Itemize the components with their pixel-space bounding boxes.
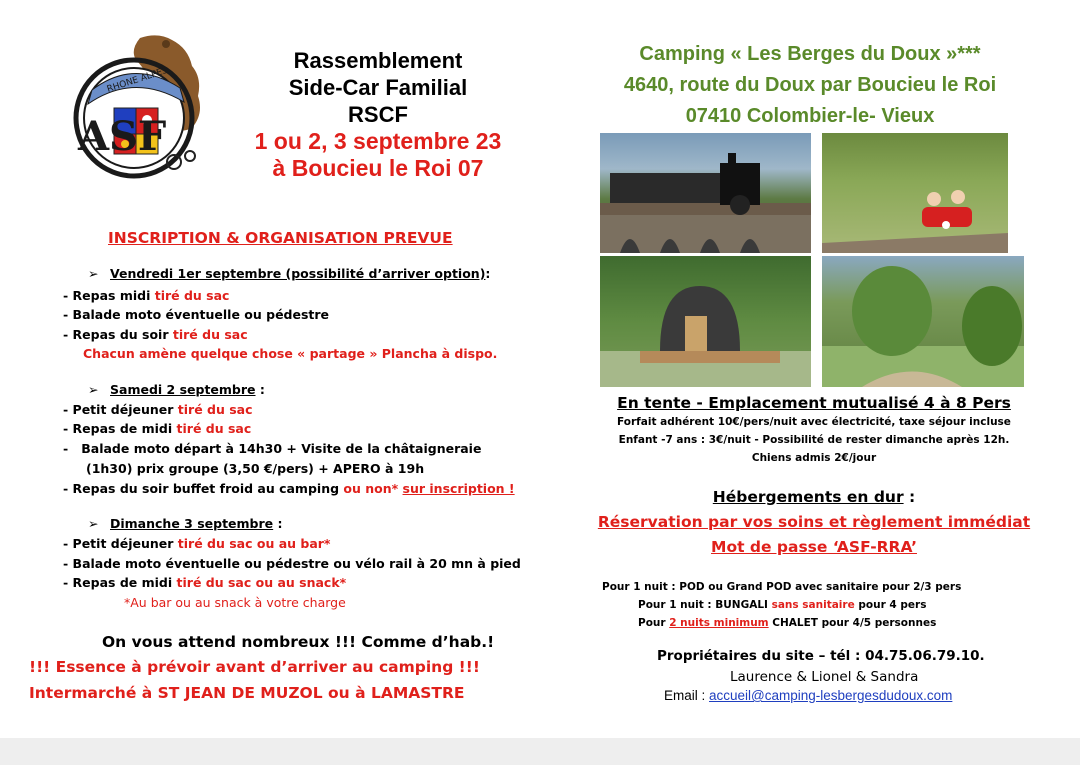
friday-note: Chacun amène quelque chose « partage » Plancha à dispo. (83, 346, 498, 361)
saturday-item-1: - Petit déjeuner tiré du sac (63, 402, 253, 417)
logo-letters: ASF (78, 113, 167, 160)
bottom-strip (0, 738, 1080, 765)
friday-heading: ➢ Vendredi 1er septembre (possibilité d’arriver option): (88, 266, 491, 281)
closing-text: On vous attend nombreux !!! Comme d’hab.! (102, 633, 495, 651)
friday-item-3: - Repas du soir tiré du sac (63, 327, 248, 342)
photo-pod (600, 256, 811, 387)
saturday-heading: ➢ Samedi 2 septembre : (88, 382, 265, 397)
fuel-warning: !!! Essence à prévoir avant d’arriver au camping !!! (29, 658, 480, 676)
sunday-item-2: - Balade moto éventuelle ou pédestre ou vélo rail à 20 mn à pied (63, 556, 521, 571)
program-heading: INSCRIPTION & ORGANISATION PREVUE (108, 229, 453, 247)
logo-arc-text: RHONE ALPES (105, 65, 170, 95)
sunday-title: Dimanche 3 septembre (110, 516, 274, 531)
photo-campsite (822, 256, 1024, 387)
owners-names: Laurence & Lionel & Sandra (730, 669, 919, 685)
option-2: Pour 1 nuit : BUNGALI sans sanitaire pour 4 pers (638, 599, 927, 611)
sunday-heading: ➢ Dimanche 3 septembre : (88, 516, 283, 531)
photo-velo-rail (822, 133, 1008, 253)
option-3: Pour 2 nuits minimum CHALET pour 4/5 personnes (638, 617, 937, 629)
camping-address: 4640, route du Doux par Boucieu le Roi (623, 74, 997, 96)
tent-line3: Chiens admis 2€/jour (751, 452, 877, 464)
event-dates: 1 ou 2, 3 septembre 23 (254, 128, 502, 154)
email-line: Email : accueil@camping-lesbergesdudoux.com (664, 688, 953, 703)
event-title-line3: RSCF (348, 102, 408, 127)
option-1: Pour 1 nuit : POD ou Grand POD avec sanitaire pour 2/3 pers (602, 581, 962, 593)
friday-item-2: - Balade moto éventuelle ou pédestre (63, 307, 330, 322)
arrow-bullet-icon: ➢ (88, 266, 99, 281)
event-title-line2: Side-Car Familial (288, 75, 468, 100)
friday-title: Vendredi 1er septembre (possibilité d’arriver option) (110, 266, 486, 281)
tent-line2: Enfant -7 ans : 3€/nuit - Possibilité de rester dimanche après 12h. (618, 434, 1010, 446)
sunday-item-3: - Repas de midi tiré du sac ou au snack* (63, 575, 347, 590)
saturday-item-2: - Repas de midi tiré du sac (63, 421, 252, 436)
hard-heading: Hébergements en dur : (712, 488, 916, 506)
tent-line1: Forfait adhérent 10€/pers/nuit avec électricité, taxe séjour incluse (617, 416, 1011, 428)
owners-phone: Propriétaires du site – tél : 04.75.06.79.10. (657, 648, 985, 664)
fuel-places: Intermarché à ST JEAN DE MUZOL ou à LAMASTRE (29, 684, 465, 702)
saturday-balade-2: (1h30) prix groupe (3,50 €/pers) + APERO à 19h (86, 461, 425, 476)
email-link[interactable]: accueil@camping-lesbergesdudoux.com (709, 688, 953, 703)
reservation-text: Réservation par vos soins et règlement immédiat (597, 513, 1031, 531)
saturday-title: Samedi 2 septembre (110, 382, 256, 397)
friday-item-1: - Repas midi tiré du sac (63, 288, 230, 303)
saturday-balade-1: - Balade moto départ à 14h30 + Visite de la châtaigneraie (63, 441, 482, 456)
camping-city: 07410 Colombier-le- Vieux (685, 105, 935, 127)
camping-name: Camping « Les Berges du Doux »*** (639, 43, 981, 65)
sunday-item-1: - Petit déjeuner tiré du sac ou au bar* (63, 536, 331, 551)
photo-steam-train (600, 133, 811, 253)
camping-header (560, 39, 1060, 132)
asf-logo (62, 30, 222, 190)
arrow-bullet-icon: ➢ (88, 382, 99, 397)
event-title-block (230, 47, 526, 182)
tent-title: En tente - Emplacement mutualisé 4 à 8 Pers (617, 394, 1011, 412)
hard-title: Hébergements en dur (712, 488, 904, 506)
saturday-dinner: - Repas du soir buffet froid au camping ou non* sur inscription ! (63, 481, 515, 496)
sunday-footnote: *Au bar ou au snack à votre charge (124, 595, 346, 610)
event-title-line1: Rassemblement (293, 48, 463, 73)
password-text: Mot de passe ‘ASF-RRA’ (711, 538, 917, 556)
event-place: à Boucieu le Roi 07 (272, 155, 484, 181)
arrow-bullet-icon: ➢ (88, 516, 99, 531)
